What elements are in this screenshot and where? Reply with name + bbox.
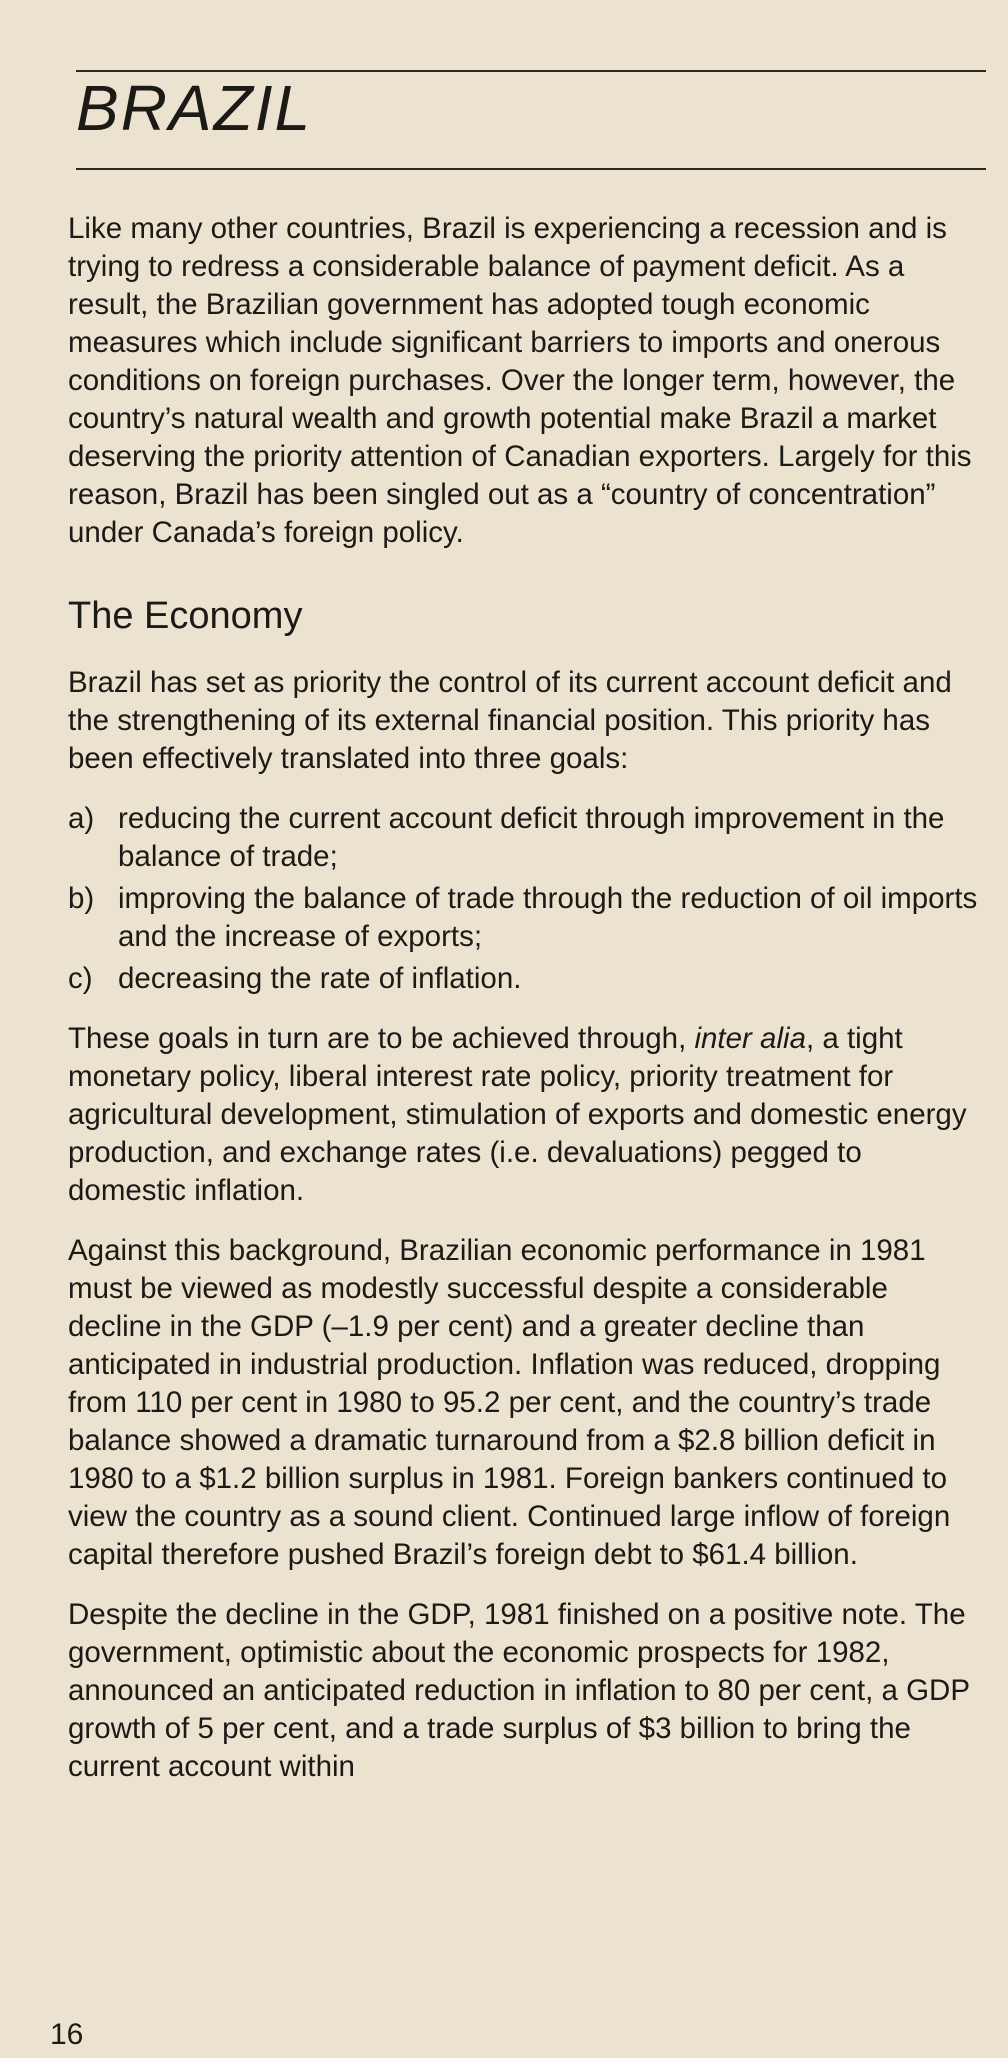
list-item-text: decreasing the rate of inflation. (118, 962, 522, 995)
goals-list (68, 800, 980, 998)
list-marker: b) (68, 882, 95, 915)
list-item (68, 960, 980, 998)
intro-paragraph: Like many other countries, Brazil is experiencing a recession and is trying to redress a considerable balance of payment deficit. As a result, the Brazilian government has adopted tough economic measures which include significant barriers to imports and onerous conditions on foreign purchases. Over the longer term, however, the country’s natural wealth and growth potential make Brazil a market deserving the priority attention of Canadian exporters. Largely for this reason, Brazil has been singled out as a “country of concentration” under Canada’s foreign policy. (68, 212, 972, 549)
paragraph-text: These goals in turn are to be achieved through, (68, 1022, 695, 1055)
economy-paragraph-1: Brazil has set as priority the control of its current account deficit and the strengthening of its external financial position. This priority has been effectively translated into three goals: (68, 666, 952, 775)
article-body (68, 210, 980, 1808)
section-heading-economy: The Economy (68, 595, 303, 637)
list-item (68, 800, 980, 876)
page-title: BRAZIL (76, 72, 313, 144)
economy-paragraph-2 (68, 1020, 980, 1210)
list-marker: c) (68, 962, 93, 995)
list-marker: a) (68, 802, 95, 835)
latin-phrase: inter alia (694, 1022, 806, 1055)
list-item-text: reducing the current account deficit through improvement in the balance of trade; (118, 802, 945, 873)
list-item-text: improving the balance of trade through the reduction of oil imports and the increase of exports; (118, 882, 978, 953)
economy-paragraph-4: Despite the decline in the GDP, 1981 finished on a positive note. The government, optimistic about the economic prospects for 1982, announced an anticipated reduction in inflation to 80 per cent, a GDP growth of 5 per cent, and a trade surplus of $3 billion to bring the current account within (68, 1598, 970, 1783)
paragraph-text: , a tight monetary policy, liberal interest rate policy, priority treatment for agricultural development, stimulation of exports and domestic energy production, and exchange rates (i.e. devaluations) pegged to domestic inflation. (68, 1022, 967, 1207)
economy-paragraph-3: Against this background, Brazilian economic performance in 1981 must be viewed as modestly successful despite a considerable decline in the GDP (–1.9 per cent) and a greater decline than anticipated in industrial production. Inflation was reduced, dropping from 110 per cent in 1980 to 95.2 per cent, and the country’s trade balance showed a dramatic turnaround from a $2.8 billion deficit in 1980 to a $1.2 billion surplus in 1981. Foreign bankers continued to view the country as a sound client. Continued large inflow of foreign capital therefore pushed Brazil’s foreign debt to $61.4 billion. (68, 1234, 951, 1571)
page-number: 16 (50, 2018, 84, 2051)
title-bottom-rule (76, 168, 986, 170)
list-item (68, 880, 980, 956)
